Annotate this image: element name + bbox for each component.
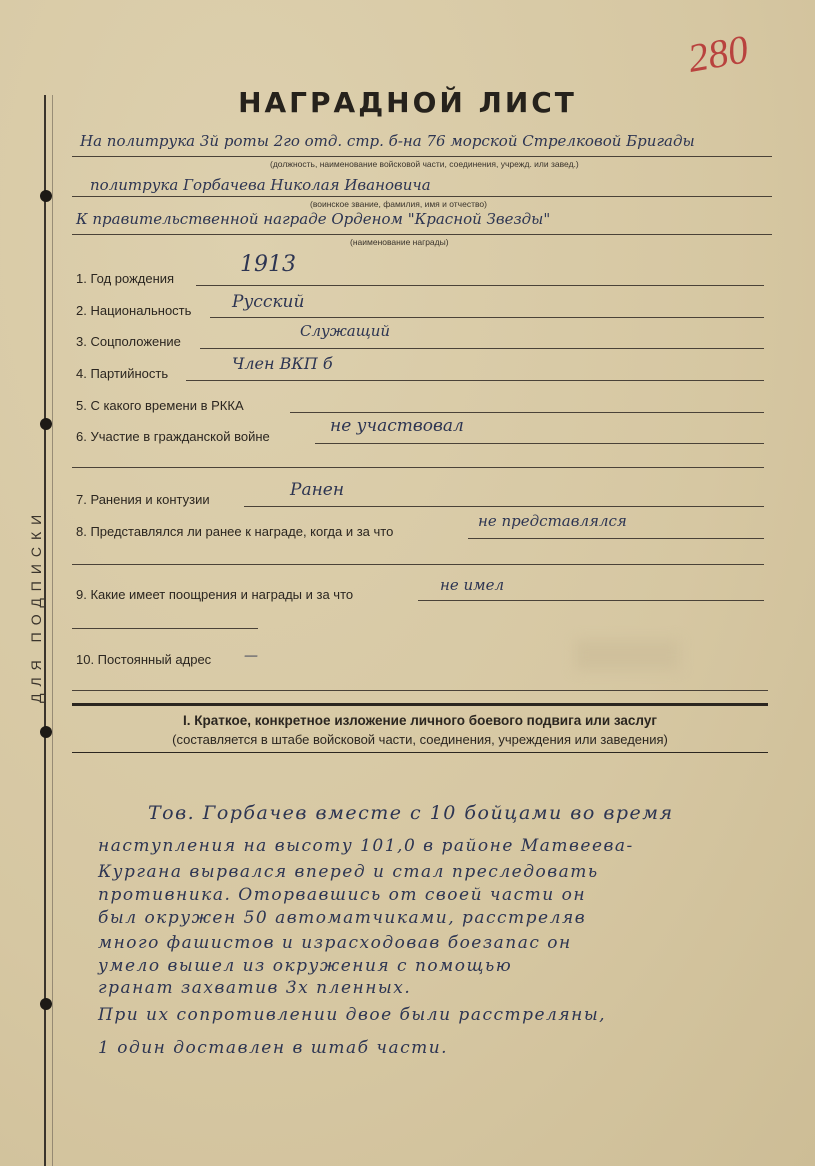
rule [468,538,764,539]
section-title-prefix: I. Краткое, [183,713,251,728]
archive-number: 280 [684,26,752,81]
page-title: НАГРАДНОЙ ЛИСТ [238,86,577,119]
punch-hole [40,190,52,202]
field-address-label: 10. Постоянный адрес [76,652,212,667]
field-nationality-value: Русский [232,292,305,312]
section-bottom-line [72,752,768,753]
field-party-label: 4. Партийность [76,366,169,381]
rule [72,156,772,157]
name-caption: (воинское звание, фамилия, имя и отчество) [310,199,487,209]
narrative-line: Кургана вырвался вперед и стал преследовать [98,862,599,882]
rule [72,690,768,691]
rule [315,443,764,444]
narrative-line: гранат захватив 3х пленных. [98,978,412,998]
margin-line-secondary [52,95,53,1166]
narrative-line: Тов. Горбачев вместе с 10 бойцами во время [148,802,674,824]
position-value: На политрука 3й роты 2го отд. стр. б-на 76 морской Стрелковой Бригады [80,132,695,150]
narrative-line: много фашистов и израсходовав боезапас он [98,933,572,953]
field-prev-award-label: 8. Представлялся ли ранее к награде, когда и за что [76,524,394,539]
section-title-rest: конкретное изложение личного боевого подвига или заслуг [254,713,657,728]
rule [72,234,772,235]
award-value: К правительственной награде Орденом "Красной Звезды" [76,210,551,228]
rule [72,628,258,629]
field-party-value: Член ВКП б [232,354,333,373]
punch-hole [40,998,52,1010]
field-civil-war-value: не участвовал [330,416,464,436]
stain [575,640,680,670]
narrative-line: 1 один доставлен в штаб части. [98,1038,449,1058]
side-margin-text: ДЛЯ ПОДПИСКИ [28,507,44,703]
narrative-line: противника. Оторвавшись от своей части он [98,885,587,905]
field-social-label: 3. Соцположение [76,334,181,349]
award-caption: (наименование награды) [350,237,449,247]
field-incentives-value: не имел [440,576,505,594]
field-nationality-label: 2. Национальность [76,303,192,318]
rule [210,317,764,318]
field-prev-award-value: не представлялся [478,512,627,530]
narrative-line: был окружен 50 автоматчиками, расстреляв [98,908,587,928]
name-value: политрука Горбачева Николая Ивановича [90,176,431,194]
rule [290,412,764,413]
field-rkka-label: 5. С какого времени в РККА [76,398,244,413]
field-birth-year-label: 1. Год рождения [76,271,175,286]
rule [72,196,772,197]
section-divider [72,703,768,706]
section-subtitle: (составляется в штабе войсковой части, соединения, учреждения или заведения) [172,732,668,747]
punch-hole [40,418,52,430]
field-wounds-label: 7. Ранения и контузии [76,492,210,507]
rule [196,285,764,286]
position-caption: (должность, наименование войсковой части, соединения, учрежд. или завед.) [270,159,579,169]
narrative-line: наступления на высоту 101,0 в районе Матвеева- [98,836,634,856]
field-wounds-value: Ранен [290,480,345,500]
rule [186,380,764,381]
rule [72,564,764,565]
field-social-value: Служащий [300,322,391,340]
field-civil-war-label: 6. Участие в гражданской войне [76,429,270,444]
rule [418,600,764,601]
section-title [72,713,768,728]
field-birth-year-value: 1913 [240,252,296,277]
rule [244,506,764,507]
rule [200,348,764,349]
narrative-line: умело вышел из окружения с помощью [98,956,513,976]
field-address-value: — [244,648,258,664]
rule [72,467,764,468]
narrative-line: При их сопротивлении двое были расстреляны, [98,1005,607,1025]
field-incentives-label: 9. Какие имеет поощрения и награды и за что [76,587,354,602]
